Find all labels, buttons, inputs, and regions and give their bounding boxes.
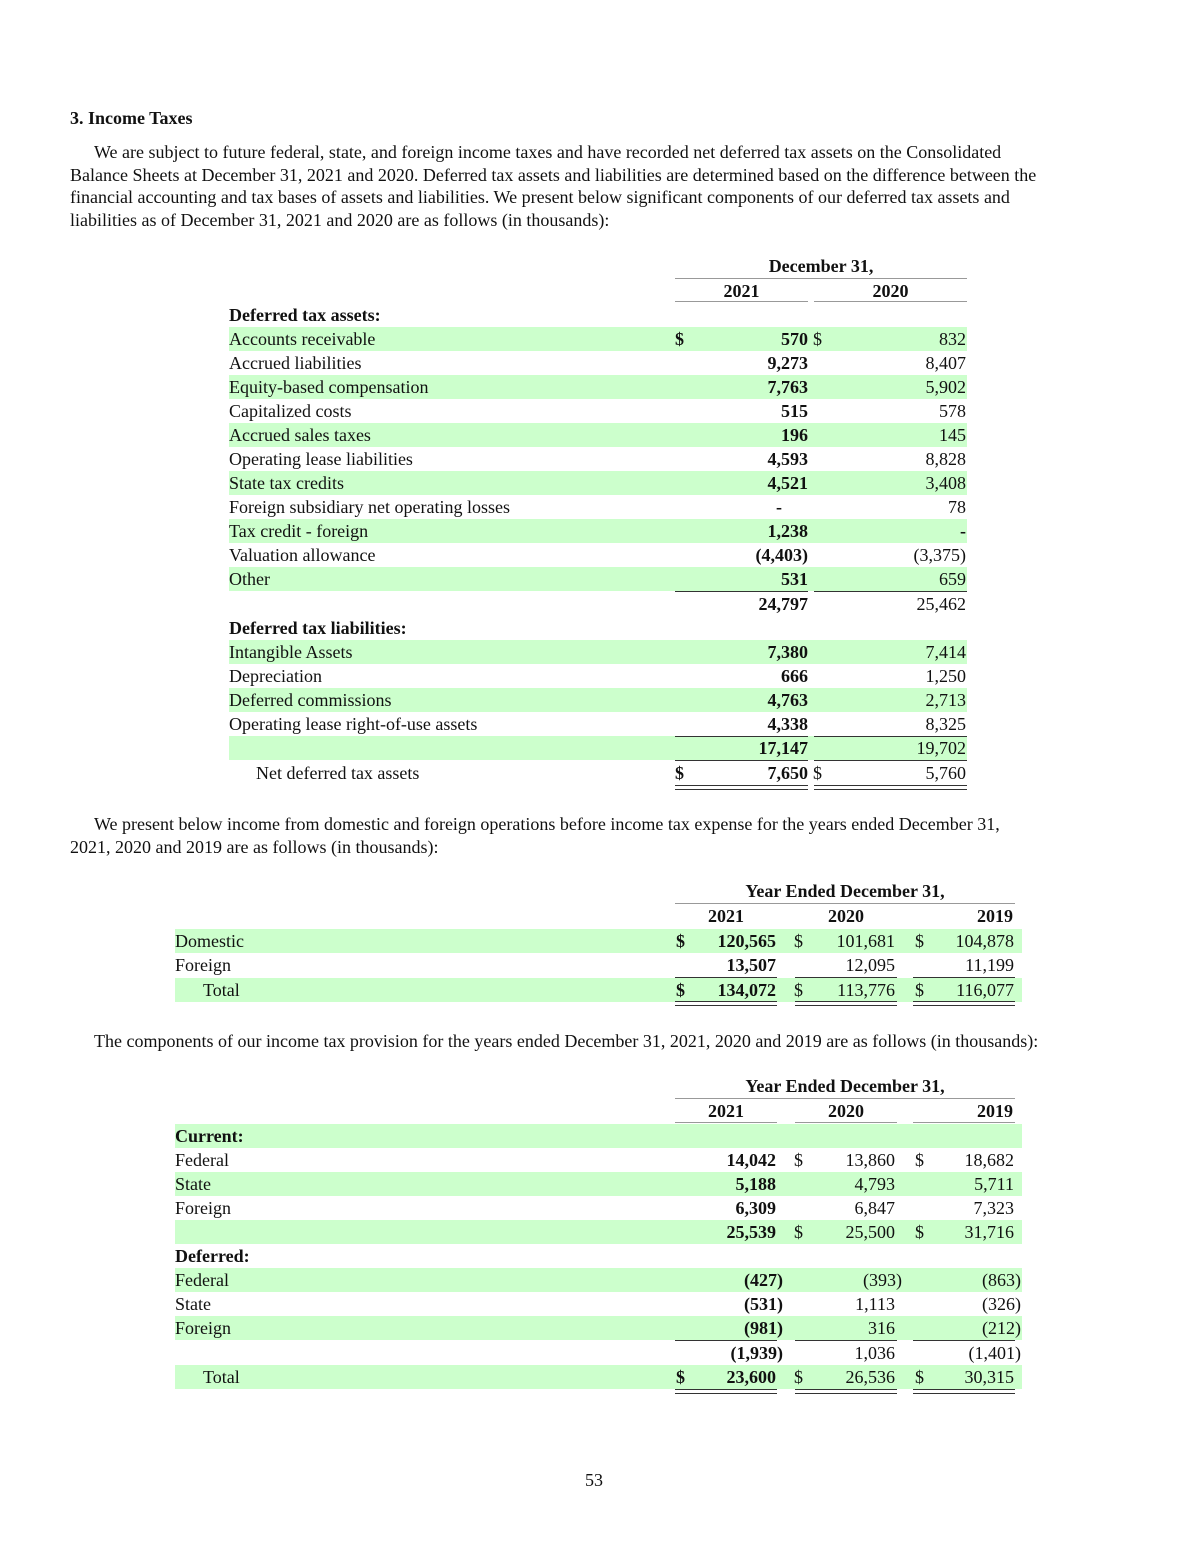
table2-year-2020: 2020 [828, 906, 864, 926]
assets-heading-row [229, 303, 967, 327]
total-double-rule [814, 785, 967, 790]
table3-year-rule [795, 1122, 897, 1123]
total-double-rule [675, 1001, 777, 1006]
deferred-heading-row [175, 1244, 1022, 1268]
table2-header-rule [675, 903, 1015, 904]
table1-year-2020: 2020 [872, 281, 909, 301]
table3-year-rule [675, 1122, 777, 1123]
table-row: Intangible Assets 7,380 7,414 [229, 642, 966, 662]
table3-header-rule [675, 1098, 1015, 1099]
table-row: Operating lease liabilities 4,593 8,828 [229, 449, 966, 469]
current-heading-row [175, 1124, 1022, 1148]
table-row: Federal (427) (393) (863) [175, 1270, 1021, 1290]
table-row: Domestic $ 120,565 $ 101,681 $ 104,878 [175, 929, 1022, 953]
table-row: Accounts receivable $ 570 $ 832 [229, 329, 966, 349]
grand-total-row: Total $ 23,600 $ 26,536 $ 30,315 [175, 1365, 1022, 1389]
liabilities-heading: Deferred tax liabilities: [229, 618, 407, 638]
table-row: Foreign 6,309 6,847 7,323 [175, 1198, 1014, 1218]
table1-year-rule [675, 301, 808, 302]
total-double-rule [675, 785, 808, 790]
section-title: 3. Income Taxes [70, 108, 193, 128]
current-total-row: 25,539 $ 25,500 $ 31,716 [175, 1220, 1022, 1244]
table-row: State 5,188 4,793 5,711 [175, 1172, 1022, 1196]
para2-line: 2021, 2020 and 2019 are as follows (in thousands): [70, 836, 439, 857]
table2-year-2019: 2019 [977, 906, 1013, 926]
table-row: Federal 14,042 $ 13,860 $ 18,682 [175, 1150, 1014, 1170]
table1-year-2021: 2021 [723, 281, 760, 301]
intro-line: We are subject to future federal, state, and foreign income taxes and have recorded net deferred tax assets on the Consolidated [94, 142, 1002, 162]
intro-line: Balance Sheets at December 31, 2021 and 2020. Deferred tax assets and liabilities are determined based on the difference between the [70, 164, 1037, 185]
subtotal-rule [675, 736, 808, 737]
table-row: Accrued liabilities 9,273 8,407 [229, 353, 966, 373]
table-row: Total $ 134,072 $ 113,776 $ 116,077 [175, 978, 1022, 1002]
intro-line: liabilities as of December 31, 2021 and 2020 are as follows (in thousands): [70, 209, 610, 230]
net-deferred-row: Net deferred tax assets $ 7,650 $ 5,760 [256, 763, 966, 783]
table-row: Foreign subsidiary net operating losses - 78 [229, 497, 966, 517]
para2-line: We present below income from domestic and foreign operations before income tax expense for the years ended December 31, [94, 814, 1000, 834]
paragraph-3 [70, 1030, 1150, 1053]
table1-header: December 31, [768, 256, 874, 276]
table-row: Tax credit - foreign 1,238 - [229, 521, 966, 541]
table2-year-2021: 2021 [708, 906, 744, 926]
current-heading: Current: [175, 1126, 244, 1146]
subtotal-rule [814, 736, 967, 737]
table3-year-2019: 2019 [977, 1101, 1013, 1121]
deferred-heading: Deferred: [175, 1246, 250, 1266]
table-row: Operating lease right-of-use assets 4,338 8,325 [229, 714, 966, 734]
table-row: State tax credits 4,521 3,408 [229, 473, 966, 493]
table-row: Other 531 659 [229, 569, 966, 589]
total-double-rule [913, 1001, 1015, 1006]
table-row: State (531) 1,113 (326) [175, 1294, 1021, 1314]
table1-year-rule [814, 301, 967, 302]
table-row: Foreign 13,507 12,095 11,199 [175, 955, 1014, 975]
table-row: Depreciation 666 1,250 [229, 666, 966, 686]
assets-heading: Deferred tax assets: [229, 305, 381, 325]
total-double-rule [795, 1389, 897, 1394]
paragraph-2 [70, 813, 1130, 858]
table-row: Valuation allowance (4,403) (3,375) [229, 545, 966, 565]
table-row: Deferred commissions 4,763 2,713 [229, 690, 966, 710]
table-row: Equity-based compensation 7,763 5,902 [229, 377, 966, 397]
table-row: Foreign (981) 316 (212) [175, 1318, 1021, 1338]
page-number: 53 [585, 1470, 603, 1490]
table1-header-rule [675, 278, 967, 279]
assets-total-row: 24,797 25,462 [758, 594, 966, 614]
table-row: Capitalized costs 515 578 [229, 401, 966, 421]
intro-line: financial accounting and tax bases of assets and liabilities. We present below significant components of our deferred tax assets and [70, 187, 1010, 207]
total-double-rule [675, 1389, 777, 1394]
para3-line: The components of our income tax provision for the years ended December 31, 2021, 2020 and 2019 are as follows (in thousands): [94, 1031, 1039, 1051]
table3-header: Year Ended December 31, [745, 1076, 945, 1096]
intro-paragraph [70, 141, 1130, 231]
total-double-rule [913, 1389, 1015, 1394]
deferred-total-row: (1,939) 1,036 (1,401) [730, 1343, 1021, 1363]
table2-header: Year Ended December 31, [745, 881, 945, 901]
table-row: Accrued sales taxes 196 145 [229, 425, 966, 445]
table3-year-2020: 2020 [828, 1101, 864, 1121]
table3-year-2021: 2021 [708, 1101, 744, 1121]
total-double-rule [795, 1001, 897, 1006]
liabilities-heading-row [229, 616, 967, 640]
liabilities-total-row: 17,147 19,702 [229, 736, 967, 760]
table3-year-rule [913, 1122, 1015, 1123]
